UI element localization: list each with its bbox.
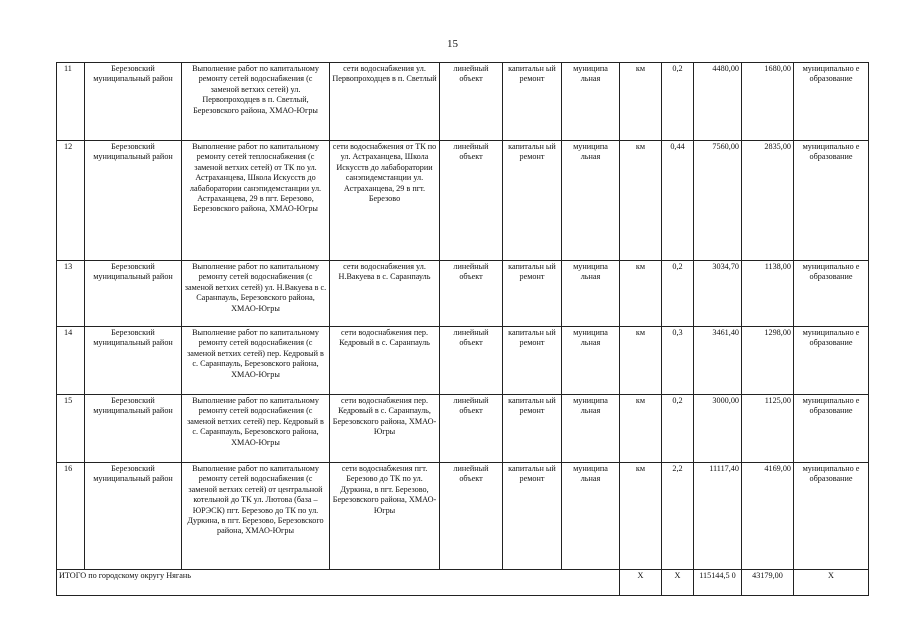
work-description-cell: Выполнение работ по капитальному ремонту сетей водоснабжения (с заменой ветхих сетей) ул. Первопроходцев в п. Светлый, Березовского района, ХМАО-Югры <box>182 63 330 141</box>
repair-type-cell: капитальн ый ремонт <box>503 141 562 261</box>
work-description-cell: Выполнение работ по капитальному ремонту сетей водоснабжения (с заменой ветхих сетей) от центральной котельной до ТК ул. Лютова (база – ЮРЭСК) пгт. Березово до ТК по ул. Дуркина, в пгт. Березово, Березовского района, ХМАО-Югры <box>182 463 330 570</box>
page-number: 15 <box>447 38 458 50</box>
ownership-cell: муниципа льная <box>562 463 620 570</box>
table-row <box>57 63 869 141</box>
table-row <box>57 261 869 327</box>
row-number: 14 <box>57 327 85 395</box>
owner-cell: муниципально е образование <box>794 327 869 395</box>
ownership-cell: муниципа льная <box>562 261 620 327</box>
repair-type-cell: капитальн ый ремонт <box>503 395 562 463</box>
repair-type-cell: капитальн ый ремонт <box>503 463 562 570</box>
work-description-cell: Выполнение работ по капитальному ремонту сетей водоснабжения (с заменой ветхих сетей) пер. Кедровый в с. Саранпауль, Березовского района, ХМАО-Югры <box>182 395 330 463</box>
cost-cell: 3461,40 <box>694 327 742 395</box>
ownership-cell: муниципа льная <box>562 63 620 141</box>
quantity-cell: 0,2 <box>662 395 694 463</box>
row-number: 15 <box>57 395 85 463</box>
table-row <box>57 395 869 463</box>
total-cost: 115144,5 0 <box>694 570 742 596</box>
cost-secondary-cell: 1680,00 <box>742 63 794 141</box>
quantity-cell: 0,2 <box>662 63 694 141</box>
works-table <box>56 62 869 596</box>
object-name-cell: сети водоснабжения от ТК по ул. Астраханцева, Школа Искусств до лабаборатории санэпидемстанции ул. Астраханцева, 29 в пгт. Березово <box>330 141 440 261</box>
object-type-cell: линейный объект <box>440 327 503 395</box>
quantity-cell: 0,3 <box>662 327 694 395</box>
district-cell: Березовский муниципальный район <box>85 463 182 570</box>
total-row <box>57 570 869 596</box>
cost-cell: 3000,00 <box>694 395 742 463</box>
total-cost-secondary: 43179,00 <box>742 570 794 596</box>
object-name-cell: сети водоснабжения пгт. Березово до ТК по ул. Дуркина, в пгт. Березово, Березовского района, ХМАО-Югры <box>330 463 440 570</box>
unit-cell: км <box>620 395 662 463</box>
ownership-cell: муниципа льная <box>562 395 620 463</box>
owner-cell: муниципально е образование <box>794 463 869 570</box>
work-description-cell: Выполнение работ по капитальному ремонту сетей теплоснабжения (с заменой ветхих сетей) от ТК по ул. Астраханцева, Школа Искусств до лабаборатории санэпидемстанции ул. Астраханцева, 29 в пгт. Березово, Березовского района, ХМАО-Югры <box>182 141 330 261</box>
cost-secondary-cell: 1125,00 <box>742 395 794 463</box>
object-type-cell: линейный объект <box>440 141 503 261</box>
ownership-cell: муниципа льная <box>562 141 620 261</box>
unit-cell: км <box>620 141 662 261</box>
owner-cell: муниципально е образование <box>794 395 869 463</box>
repair-type-cell: капитальн ый ремонт <box>503 327 562 395</box>
row-number: 16 <box>57 463 85 570</box>
cost-secondary-cell: 1138,00 <box>742 261 794 327</box>
cost-secondary-cell: 1298,00 <box>742 327 794 395</box>
unit-cell: км <box>620 261 662 327</box>
work-description-cell: Выполнение работ по капитальному ремонту сетей водоснабжения (с заменой ветхих сетей) пер. Кедровый в с. Саранпауль, Березовского района, ХМАО-Югры <box>182 327 330 395</box>
repair-type-cell: капитальн ый ремонт <box>503 63 562 141</box>
table-row <box>57 327 869 395</box>
total-owner: Х <box>794 570 869 596</box>
cost-cell: 4480,00 <box>694 63 742 141</box>
work-description-cell: Выполнение работ по капитальному ремонту сетей водоснабжения (с заменой ветхих сетей) ул. Н.Вакуева в с. Саранпауль, Березовского района, ХМАО-Югры <box>182 261 330 327</box>
unit-cell: км <box>620 463 662 570</box>
row-number: 12 <box>57 141 85 261</box>
cost-cell: 11117,40 <box>694 463 742 570</box>
district-cell: Березовский муниципальный район <box>85 63 182 141</box>
object-type-cell: линейный объект <box>440 463 503 570</box>
table-row <box>57 463 869 570</box>
ownership-cell: муниципа льная <box>562 327 620 395</box>
owner-cell: муниципально е образование <box>794 261 869 327</box>
quantity-cell: 0,2 <box>662 261 694 327</box>
table-row <box>57 141 869 261</box>
quantity-cell: 2,2 <box>662 463 694 570</box>
total-unit: Х <box>620 570 662 596</box>
row-number: 13 <box>57 261 85 327</box>
object-type-cell: линейный объект <box>440 395 503 463</box>
object-type-cell: линейный объект <box>440 261 503 327</box>
district-cell: Березовский муниципальный район <box>85 327 182 395</box>
row-number: 11 <box>57 63 85 141</box>
cost-secondary-cell: 2835,00 <box>742 141 794 261</box>
object-type-cell: линейный объект <box>440 63 503 141</box>
total-quantity: Х <box>662 570 694 596</box>
object-name-cell: сети водоснабжения пер. Кедровый в с. Саранпауль <box>330 327 440 395</box>
object-name-cell: сети водоснабжения ул. Первопроходцев в п. Светлый <box>330 63 440 141</box>
unit-cell: км <box>620 327 662 395</box>
district-cell: Березовский муниципальный район <box>85 261 182 327</box>
district-cell: Березовский муниципальный район <box>85 395 182 463</box>
unit-cell: км <box>620 63 662 141</box>
object-name-cell: сети водоснабжения ул. Н.Вакуева в с. Саранпауль <box>330 261 440 327</box>
cost-secondary-cell: 4169,00 <box>742 463 794 570</box>
cost-cell: 7560,00 <box>694 141 742 261</box>
repair-type-cell: капитальн ый ремонт <box>503 261 562 327</box>
district-cell: Березовский муниципальный район <box>85 141 182 261</box>
total-label: ИТОГО по городскому округу Нягань <box>57 570 620 596</box>
owner-cell: муниципально е образование <box>794 141 869 261</box>
object-name-cell: сети водоснабжения пер. Кедровый в с. Саранпауль, Березовского района, ХМАО-Югры <box>330 395 440 463</box>
cost-cell: 3034,70 <box>694 261 742 327</box>
quantity-cell: 0,44 <box>662 141 694 261</box>
owner-cell: муниципально е образование <box>794 63 869 141</box>
